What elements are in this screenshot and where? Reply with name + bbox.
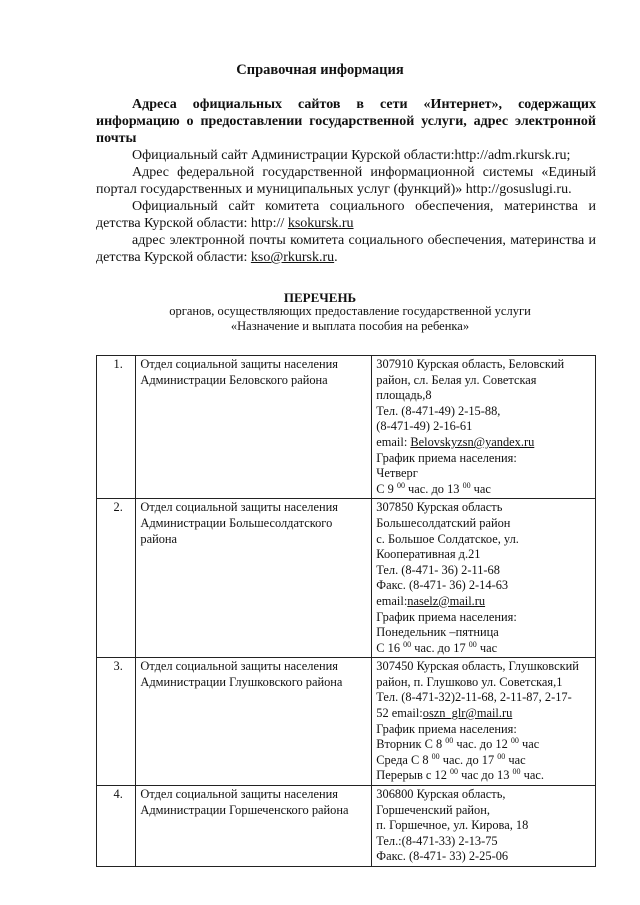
agencies-table (96, 355, 596, 867)
address-line: район, сл. Белая ул. Советская (376, 372, 537, 387)
table-row (97, 658, 596, 786)
hours-text: час (476, 640, 498, 655)
address-line: 306800 Курская область, (376, 787, 506, 802)
kso-site-link[interactable]: ksokursk.ru (287, 216, 354, 231)
address-line: Горшеченский район, (376, 802, 490, 817)
paragraph-gosuslugi: Адрес федеральной государственной информационной системы «Единый портал государственных и муниципальных услуг (функций)» http://gosuslugi.ru. (96, 165, 596, 197)
hours-text: час (470, 481, 491, 496)
address-line: п. Горшечное, ул. Кирова, 18 (376, 818, 529, 833)
email-label: email: (376, 593, 408, 608)
email-link[interactable]: naselz@mail.ru (407, 593, 486, 608)
kso-email-end: . (334, 250, 338, 265)
list-subtitle: органов, осуществляющих предоставление государственной услуги «Назначение и выплата пособия на ребенка» (169, 304, 531, 333)
schedule-line: Четверг (376, 466, 418, 481)
schedule-line: Понедельник –пятница (376, 625, 499, 640)
address-line: 307910 Курская область, Беловский (376, 357, 565, 371)
hours-line (376, 482, 591, 498)
hours-text: час до 13 (458, 768, 513, 783)
row-organization: Отдел социальной защиты населения Администрации Большесолдатского района (136, 499, 372, 658)
hours-minutes: 00 (462, 480, 471, 490)
kso-site-text: Официальный сайт комитета социального обеспечения, материнства и детства Курской области: http:// (96, 199, 596, 231)
row-organization: Отдел социальной защиты населения Администрации Горшеченского района (136, 786, 372, 867)
hours-minutes: 00 (396, 480, 405, 490)
email-line (376, 594, 591, 610)
row-number: 4. (97, 786, 136, 867)
email-link[interactable]: Belovskyzsn@yandex.ru (410, 434, 535, 449)
address-line: 307450 Курская область, Глушковский (376, 659, 579, 674)
list-title: ПЕРЕЧЕНЬ (283, 290, 357, 305)
email-line (376, 435, 591, 451)
hours-text: час. до 12 (453, 737, 511, 752)
hours-text: час (518, 737, 540, 752)
sites-heading: Адреса официальных сайтов в сети «Интернет», содержащих информацию о предоставлении государственной услуги, адрес электронной почты (96, 97, 596, 146)
paragraph-kso-site (96, 198, 596, 232)
hours-minutes: 00 (403, 639, 412, 649)
hours-text: час. до 17 (439, 752, 498, 767)
paragraph-kso-email (96, 232, 596, 266)
table-row (97, 499, 596, 658)
row-number: 3. (97, 658, 136, 786)
address-line: с. Большое Солдатское, ул. (376, 531, 519, 546)
hours-text: С 9 (376, 481, 397, 496)
kso-email-link[interactable]: kso@rkursk.ru (250, 250, 335, 265)
schedule-line: График приема населения: (376, 450, 517, 465)
hours-line (376, 641, 591, 657)
email-label: email: (376, 434, 411, 449)
hours-minutes: 00 (431, 751, 440, 761)
table-row (97, 786, 596, 867)
row-organization: Отдел социальной защиты населения Администрации Глушковского района (136, 658, 372, 786)
hours-line (376, 753, 591, 769)
row-organization: Отдел социальной защиты населения Администрации Беловского района (136, 356, 372, 499)
paragraph-admin-site: Официальный сайт Администрации Курской области:http://adm.rkursk.ru; (132, 148, 571, 163)
address-line: Большесолдатский район (376, 515, 511, 530)
hours-text: Перерыв с 12 (376, 768, 450, 783)
row-address (372, 658, 596, 786)
address-line: Тел. (8-471-32)2-11-68, 2-11-87, 2-17- (376, 690, 572, 705)
hours-minutes: 00 (510, 736, 519, 746)
address-line: Тел. (8-471- 36) 2-11-68 (376, 562, 500, 577)
hours-minutes: 00 (512, 767, 521, 777)
hours-text: Среда С 8 (376, 752, 432, 767)
hours-line (376, 768, 591, 784)
hours-text: час. до 13 (404, 481, 463, 496)
table-row (97, 356, 596, 499)
email-link[interactable]: oszn_glr@mail.ru (422, 706, 513, 721)
address-line: Тел. (8-471-49) 2-15-88, (376, 403, 501, 418)
address-line: Тел.:(8-471-33) 2-13-75 (376, 833, 498, 848)
hours-text: С 16 (376, 640, 404, 655)
address-line: район, п. Глушково ул. Советская,1 (376, 674, 563, 689)
hours-minutes: 00 (497, 751, 506, 761)
schedule-line: График приема населения: (376, 609, 517, 624)
hours-text: час. (520, 768, 544, 783)
hours-minutes: 00 (450, 767, 458, 777)
address-line: площадь,8 (376, 388, 432, 403)
row-address (372, 786, 596, 867)
hours-minutes: 00 (445, 736, 454, 746)
page-title: Справочная информация (236, 62, 404, 78)
kso-email-text: адрес электронной почты комитета социального обеспечения, материнства и детства Курской области: (96, 233, 596, 265)
address-line: Факс. (8-471- 36) 2-14-63 (376, 578, 509, 593)
hours-text: час (505, 752, 526, 767)
hours-text: час. до 17 (411, 640, 469, 655)
row-number: 2. (97, 499, 136, 658)
address-line: Кооперативная д.21 (376, 547, 481, 562)
email-line (376, 706, 591, 722)
row-address (372, 499, 596, 658)
row-address (372, 356, 596, 499)
address-line: 307850 Курская область (376, 500, 503, 515)
hours-line (376, 737, 591, 753)
schedule-line: График приема населения: (376, 721, 517, 736)
hours-text: Вторник С 8 (376, 737, 446, 752)
row-number: 1. (97, 356, 136, 499)
address-line: Факс. (8-471- 33) 2-25-06 (376, 849, 509, 864)
address-line: (8-471-49) 2-16-61 (376, 419, 473, 434)
hours-minutes: 00 (468, 639, 477, 649)
email-label: 52 email: (376, 706, 423, 721)
